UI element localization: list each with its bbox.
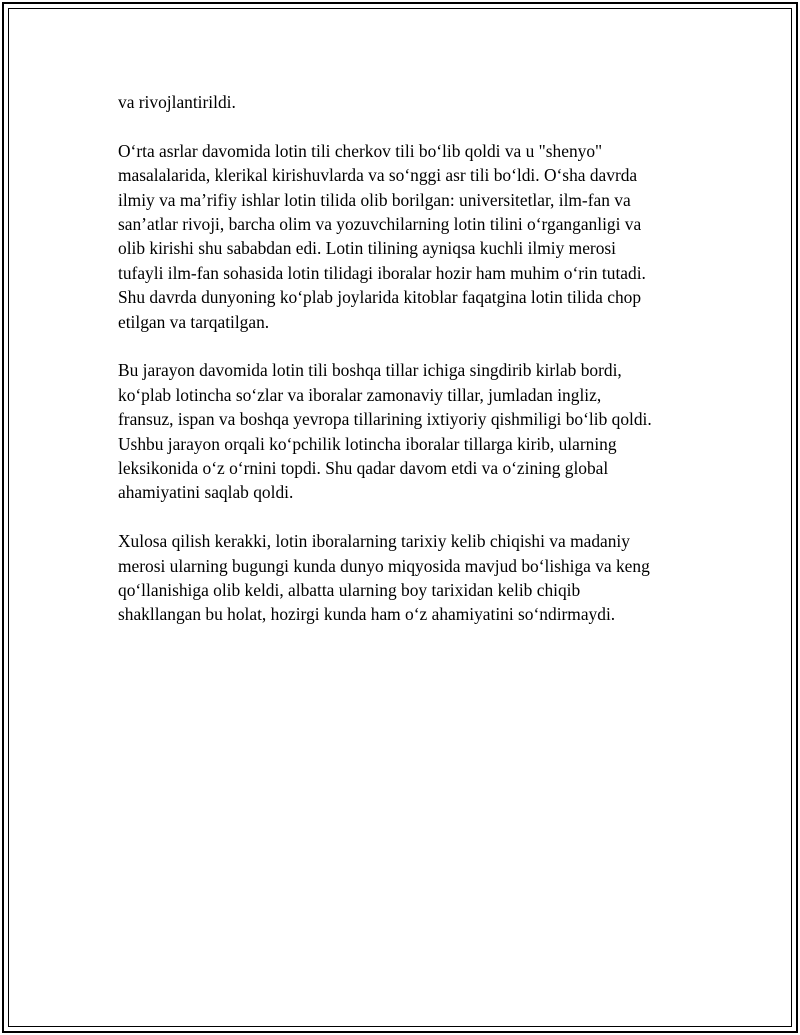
text-line: Shu davrda dunyoning ko‘plab joylarida kitoblar faqatgina lotin tilida chop [118, 287, 642, 308]
text-line: leksikonida o‘z o‘rnini topdi. Shu qadar davom etdi va o‘zining global [118, 458, 609, 479]
text-line: san’atlar rivoji, barcha olim va yozuvchilarning lotin tilini o‘rganganligi va [118, 214, 642, 235]
paragraph-1 [118, 90, 698, 114]
text-line: etilgan va tarqatilgan. [118, 311, 270, 332]
text-line: qo‘llanishiga olib keldi, albatta ularning boy tarixidan kelib chiqib [118, 580, 581, 601]
paragraph-3 [118, 358, 698, 504]
text-line: O‘rta asrlar davomida lotin tili cherkov tili bo‘lib qoldi va u "shenyo" [118, 140, 603, 161]
text-line: shakllangan bu holat, hozirgi kunda ham o‘z ahamiyatini so‘ndirmaydi. [118, 604, 616, 625]
text-line: va rivojlantirildi. [118, 92, 236, 112]
text-line: Ushbu jarayon orqali ko‘pchilik lotincha iboralar tillarga kirib, ularning [118, 433, 617, 454]
text-line: ahamiyatini saqlab qoldi. [118, 482, 294, 503]
text-line: masalalarida, klerikal kirishuvlarda va so‘nggi asr tili bo‘ldi. O‘sha davrda [118, 165, 638, 186]
text-line: Xulosa qilish kerakki, lotin iboralarning tarixiy kelib chiqishi va madaniy [118, 531, 630, 552]
text-line: ilmiy va ma’rifiy ishlar lotin tilida olib borilgan: universitetlar, ilm-fan va [118, 189, 631, 210]
text-line: merosi ularning bugungi kunda dunyo miqyosida mavjud bo‘lishiga va keng [118, 555, 650, 576]
paragraph-4 [118, 529, 698, 627]
text-line: Bu jarayon davomida lotin tili boshqa tillar ichiga singdirib kirlab bordi, [118, 360, 622, 381]
paragraph-2 [118, 139, 698, 334]
document-body [118, 90, 698, 651]
text-line: tufayli ilm-fan sohasida lotin tilidagi iboralar hozir ham muhim o‘rin tutadi. [118, 262, 646, 283]
text-line: ko‘plab lotincha so‘zlar va iboralar zamonaviy tillar, jumladan ingliz, [118, 384, 602, 405]
text-line: fransuz, ispan va boshqa yevropa tillarining ixtiyoriy qishmiligi bo‘lib qoldi. [118, 409, 652, 430]
text-line: olib kirishi shu sababdan edi. Lotin tilining ayniqsa kuchli ilmiy merosi [118, 238, 616, 259]
